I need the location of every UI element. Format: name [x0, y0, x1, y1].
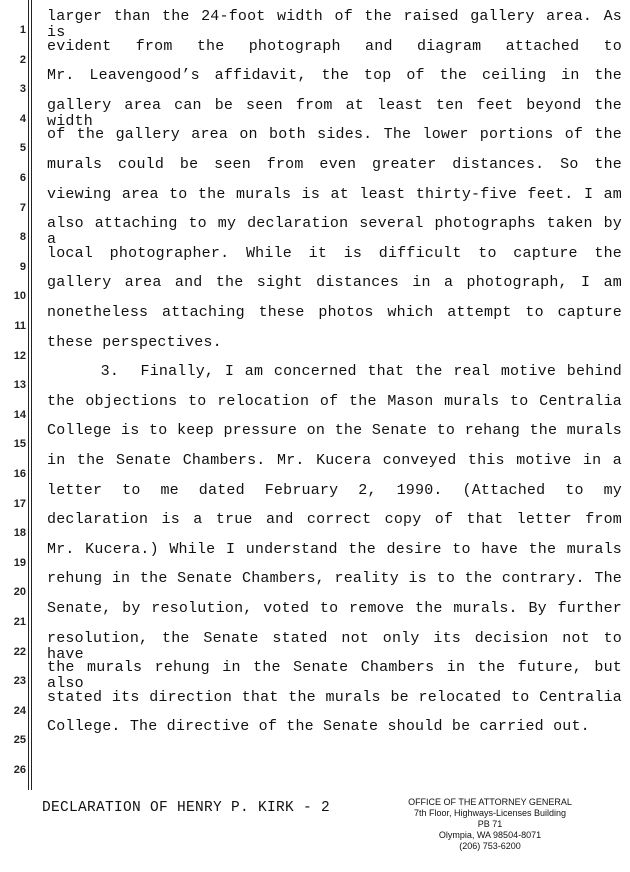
line-number: 26	[13, 764, 26, 776]
line-number: 19	[13, 556, 26, 569]
text-line: the objections to relocation of the Mason murals to Centralia	[47, 392, 622, 410]
line-number: 12	[13, 349, 26, 362]
text-line: gallery area can be seen from at least ten feet beyond the width	[47, 96, 622, 130]
line-number: 9	[19, 260, 26, 273]
text-line: rehung in the Senate Chambers, reality is to the contrary. The	[47, 570, 622, 588]
line-number: 18	[13, 527, 26, 540]
line-number: 24	[13, 704, 26, 717]
text-line: also attaching to my declaration several photographs taken by a	[47, 215, 622, 249]
line-number: 13	[13, 379, 26, 392]
text-line: Mr. Kucera.) While I understand the desire to have the murals	[47, 540, 622, 558]
line-number: 25	[13, 734, 26, 747]
line-number: 3	[19, 83, 26, 96]
text-line: local photographer. While it is difficult to capture the	[47, 244, 622, 262]
text-line: College is to keep pressure on the Senate to rehang the murals	[47, 422, 622, 440]
text-line: 3. Finally, I am concerned that the real motive behind	[47, 363, 622, 381]
text-line: murals could be seen from even greater distances. So the	[47, 156, 622, 173]
line-number: 14	[13, 408, 26, 421]
text-line: nonetheless attaching these photos which attempt to capture	[47, 304, 622, 321]
left-margin-rule-2	[31, 0, 32, 790]
line-number: 8	[19, 231, 26, 244]
text-line: letter to me dated February 2, 1990. (Attached to my	[47, 481, 622, 499]
line-number: 22	[13, 645, 26, 658]
office-address-line: 7th Floor, Highways-Licenses Building	[413, 808, 567, 818]
text-line: these perspectives.	[47, 333, 222, 351]
text-line: larger than the 24-foot width of the raised gallery area. As is	[47, 8, 622, 41]
line-number: 16	[13, 468, 26, 480]
office-address-line: OFFICE OF THE ATTORNEY GENERAL	[408, 797, 572, 807]
footer-office-address	[400, 797, 580, 852]
text-line: College. The directive of the Senate should be carried out.	[47, 718, 590, 736]
line-number: 1	[19, 24, 26, 36]
line-number: 5	[19, 142, 26, 155]
text-line: resolution, the Senate stated not only its decision not to have	[47, 629, 622, 663]
line-number: 2	[19, 53, 26, 66]
line-number: 4	[19, 112, 26, 125]
line-number: 7	[19, 201, 26, 214]
text-line: gallery area and the sight distances in a photograph, I am	[47, 274, 622, 292]
text-line: stated its direction that the murals be relocated to Centralia	[47, 688, 622, 706]
office-address-line: PB 71	[477, 819, 503, 829]
text-line: of the gallery area on both sides. The lower portions of the	[47, 126, 622, 144]
text-line: viewing area to the murals is at least thirty-five feet. I am	[47, 185, 622, 203]
text-line: declaration is a true and correct copy of that letter from	[47, 511, 622, 529]
office-address-line: (206) 753-6200	[459, 841, 521, 851]
text-line: in the Senate Chambers. Mr. Kucera conveyed this motive in a	[47, 452, 622, 469]
footer-document-title: DECLARATION OF HENRY P. KIRK - 2	[42, 800, 331, 816]
text-line: Senate, by resolution, voted to remove the murals. By further	[47, 600, 622, 617]
line-number: 17	[13, 497, 26, 510]
line-number: 10	[13, 290, 26, 303]
line-number: 6	[19, 172, 26, 184]
line-number: 15	[13, 438, 26, 451]
line-number: 21	[13, 616, 26, 628]
text-line: the murals rehung in the Senate Chambers in the future, but also	[47, 659, 622, 693]
line-number: 11	[14, 320, 26, 332]
text-line: evident from the photograph and diagram attached to	[47, 37, 622, 55]
line-number: 20	[13, 586, 26, 599]
text-line: Mr. Leavengood’s affidavit, the top of the ceiling in the	[47, 67, 622, 85]
office-address-line: Olympia, WA 98504-8071	[438, 830, 542, 840]
left-margin-rule-1	[28, 0, 29, 790]
line-number: 23	[13, 675, 26, 688]
